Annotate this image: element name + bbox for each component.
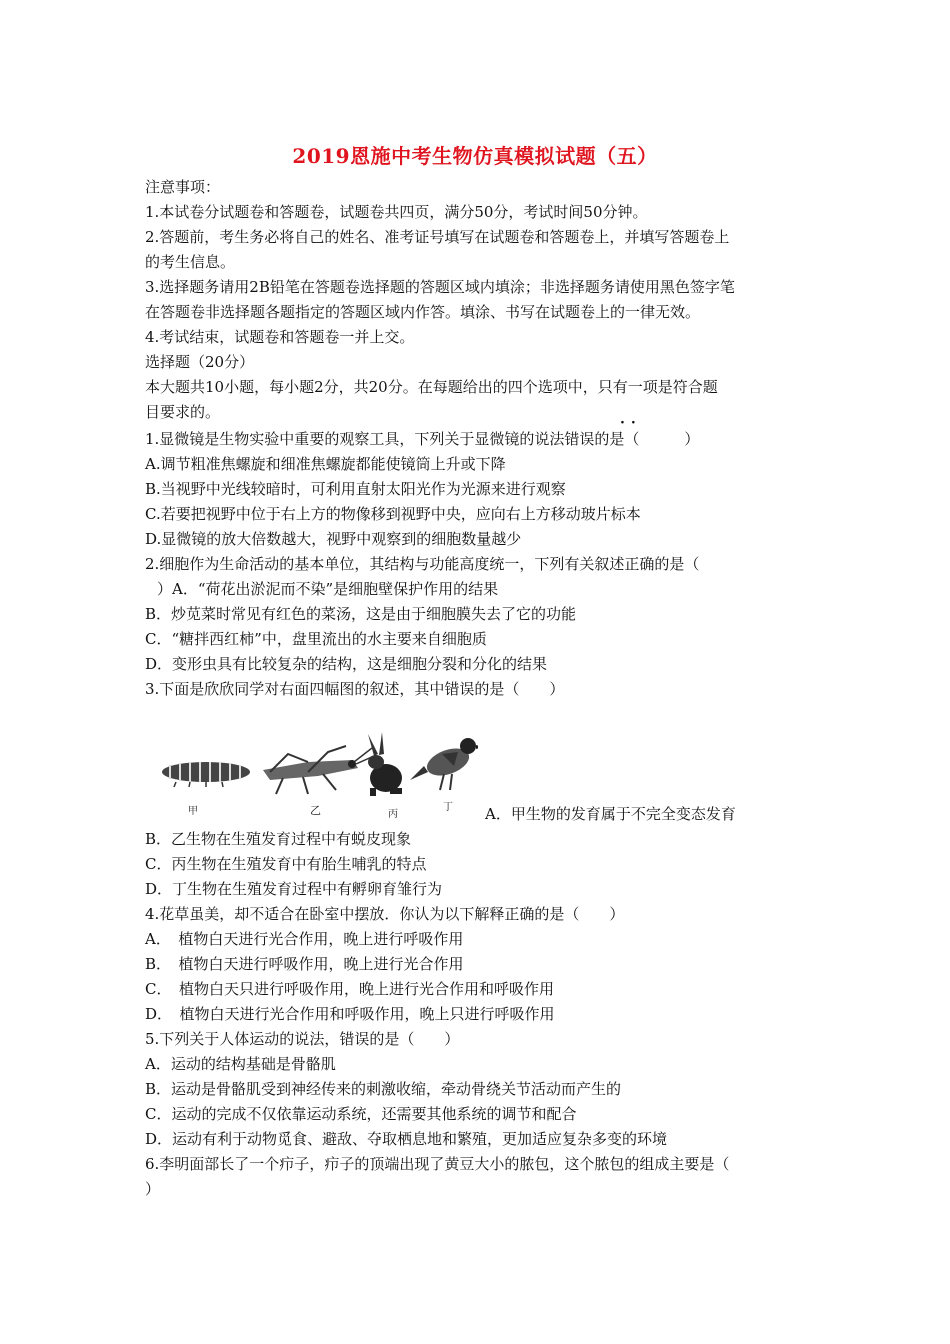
option-c: C．运动的完成不仅依靠运动系统，还需要其他系统的调节和配合 bbox=[145, 1105, 577, 1123]
option-b: B．炒苋菜时常见有红色的菜汤，这是由于细胞膜失去了它的功能 bbox=[145, 605, 577, 623]
option-b: B.当视野中光线较暗时，可利用直射太阳光作为光源来进行观察 bbox=[145, 480, 566, 498]
notice-line: 的考生信息。 bbox=[145, 253, 236, 271]
section-intro: 目要求的。 bbox=[145, 403, 221, 421]
figure-label-bing: 丙 bbox=[388, 809, 398, 820]
option-c: C．“糖拌西红柿”中，盘里流出的水主要来自细胞质 bbox=[145, 630, 487, 648]
option-a: A.调节粗准焦螺旋和细准焦螺旋都能使镜筒上升或下降 bbox=[145, 455, 506, 473]
option-a: ）A．“荷花出淤泥而不染”是细胞壁保护作用的结果 bbox=[157, 580, 499, 598]
figure-label-jia: 甲 bbox=[188, 806, 198, 817]
question-stem: 1.显微镜是生物实验中重要的观察工具，下列关于显微镜的说法错误的是（ ） bbox=[145, 430, 700, 448]
question-stem: 6.李明面部长了一个疖子，疖子的顶端出现了黄豆大小的脓包，这个脓包的组成主要是（ bbox=[145, 1155, 730, 1173]
option-c: C． 植物白天只进行呼吸作用，晚上进行光合作用和呼吸作用 bbox=[145, 980, 554, 998]
question-stem: 4.花草虽美，却不适合在卧室中摆放．你认为以下解释正确的是（ ） bbox=[145, 905, 625, 923]
option-d: D．丁生物在生殖发育过程中有孵卵育雏行为 bbox=[145, 880, 443, 898]
option-b: B．运动是骨骼肌受到神经传来的刺激收缩，牵动骨绕关节活动而产生的 bbox=[145, 1080, 622, 1098]
question-stem-continued: ） bbox=[145, 1180, 161, 1198]
option-d: D．运动有利于动物觅食、避敌、夺取栖息地和繁殖，更加适应复杂多变的环境 bbox=[145, 1130, 668, 1148]
grasshopper-illustration bbox=[263, 746, 374, 794]
notice-heading: 注意事项： bbox=[145, 178, 221, 196]
rabbit-illustration bbox=[368, 732, 402, 796]
option-c: C.若要把视野中位于右上方的物像移到视野中央，应向右上方移动玻片标本 bbox=[145, 505, 641, 523]
question-stem: 2.细胞作为生命活动的基本单位，其结构与功能高度统一，下列有关叙述正确的是（ bbox=[145, 555, 700, 573]
option-d: D． 植物白天进行光合作用和呼吸作用，晚上只进行呼吸作用 bbox=[145, 1005, 555, 1023]
option-a: A． 植物白天进行光合作用，晚上进行呼吸作用 bbox=[145, 930, 464, 948]
page-title: 2019恩施中考生物仿真模拟试题（五） bbox=[292, 144, 658, 168]
emphasis-dots: ·· bbox=[620, 415, 642, 431]
option-c: C．丙生物在生殖发育中有胎生哺乳的特点 bbox=[145, 855, 427, 873]
option-a: A．甲生物的发育属于不完全变态发育 bbox=[485, 805, 736, 823]
option-b: B．乙生物在生殖发育过程中有蜕皮现象 bbox=[145, 830, 412, 848]
bird-illustration bbox=[410, 738, 478, 790]
animals-figure bbox=[158, 732, 478, 827]
figure-label-ding: 丁 bbox=[443, 802, 453, 813]
option-d: D.显微镜的放大倍数越大，视野中观察到的细胞数量越少 bbox=[145, 530, 522, 548]
option-b: B． 植物白天进行呼吸作用，晚上进行光合作用 bbox=[145, 955, 464, 973]
notice-line: 1.本试卷分试题卷和答题卷，试题卷共四页，满分50分，考试时间50分钟。 bbox=[145, 203, 648, 221]
question-stem: 3.下面是欣欣同学对右面四幅图的叙述，其中错误的是（ ） bbox=[145, 680, 565, 698]
option-d: D．变形虫具有比较复杂的结构，这是细胞分裂和分化的结果 bbox=[145, 655, 548, 673]
notice-line: 3.选择题务请用2B铅笔在答题卷选择题的答题区域内填涂；非选择题务请使用黑色签字笔 bbox=[145, 278, 735, 296]
section-intro: 本大题共10小题，每小题2分，共20分。在每题给出的四个选项中，只有一项是符合题 bbox=[145, 378, 718, 396]
option-a: A．运动的结构基础是骨骼肌 bbox=[145, 1055, 336, 1073]
notice-line: 2.答题前，考生务必将自己的姓名、准考证号填写在试题卷和答题卷上，并填写答题卷上 bbox=[145, 228, 730, 246]
notice-line: 在答题卷非选择题各题指定的答题区域内作答。填涂、书写在试题卷上的一律无效。 bbox=[145, 303, 701, 321]
section-heading: 选择题（20分） bbox=[145, 353, 255, 371]
notice-line: 4.考试结束，试题卷和答题卷一并上交。 bbox=[145, 328, 415, 346]
caterpillar-illustration bbox=[162, 762, 250, 787]
figure-label-yi: 乙 bbox=[310, 804, 321, 817]
question-stem: 5.下列关于人体运动的说法，错误的是（ ） bbox=[145, 1030, 460, 1048]
